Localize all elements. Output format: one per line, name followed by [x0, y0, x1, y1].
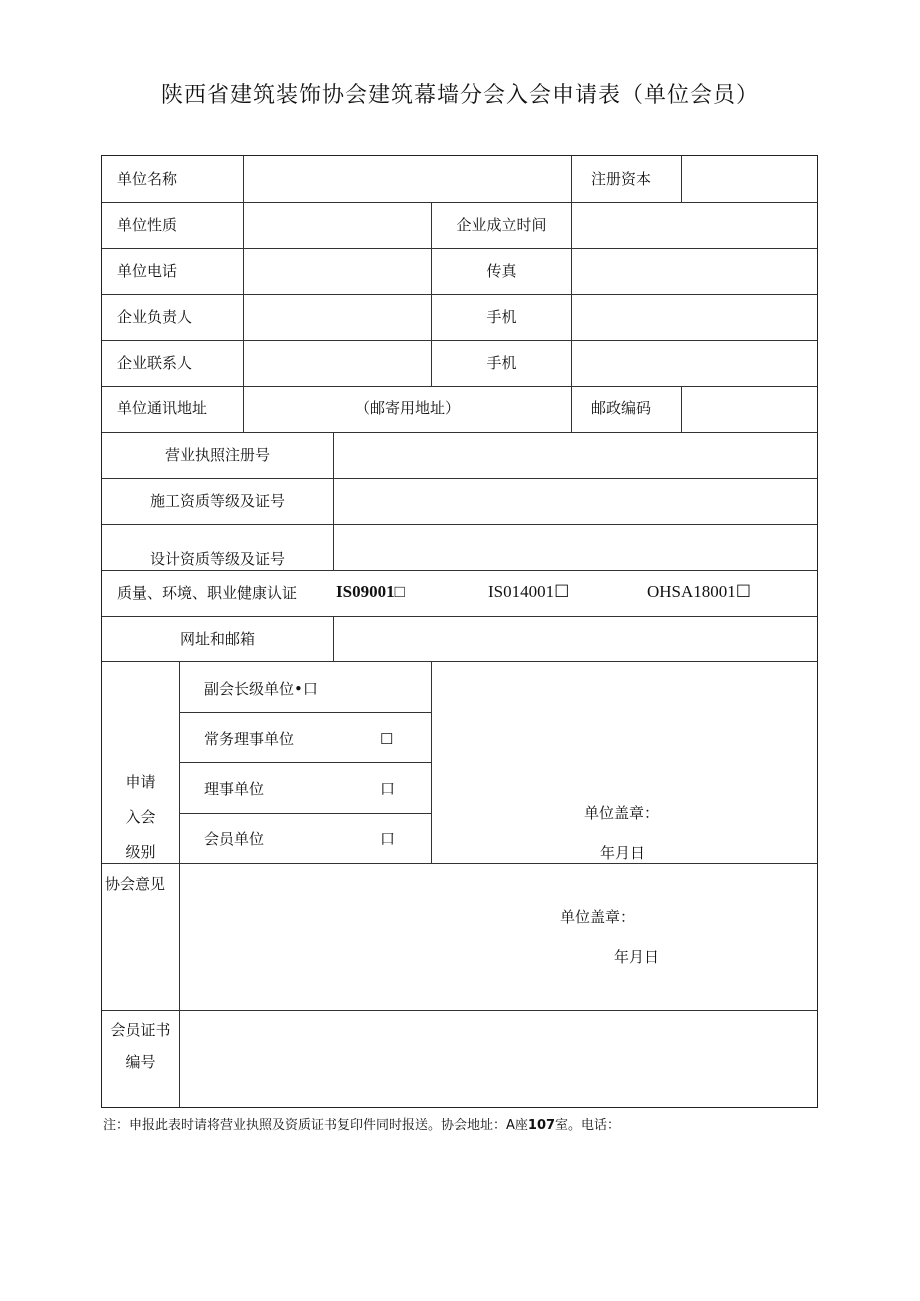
contact-label: 企业联系人	[117, 354, 193, 372]
contact-mobile-field[interactable]	[572, 341, 816, 385]
membership-stamp-label: 单位盖章：	[584, 804, 660, 822]
license-no-field[interactable]	[334, 433, 816, 477]
row-divider	[179, 762, 431, 763]
address-label: 单位通讯地址	[117, 399, 208, 417]
opinion-date-label: 年月日	[614, 948, 660, 966]
unit-nature-field[interactable]	[244, 203, 430, 247]
leader-field[interactable]	[244, 295, 430, 339]
membership-level-label-line3: 级别	[125, 843, 156, 861]
certification-label: 质量、环境、职业健康认证	[117, 584, 298, 602]
certificate-label-line2: 编号	[125, 1053, 156, 1071]
membership-level-label-line1: 申请	[125, 773, 156, 791]
contact-mobile-label: 手机	[486, 354, 517, 372]
construction-qualification-field[interactable]	[334, 479, 816, 523]
website-email-label: 网址和邮箱	[179, 630, 255, 648]
footer-note-prefix: 注：申报此表时请将营业执照及资质证书复印件同时报送。协会地址：A座	[103, 1118, 528, 1133]
design-qualification-label: 设计资质等级及证号	[149, 550, 285, 568]
row-divider	[102, 661, 817, 662]
unit-name-label: 单位名称	[117, 170, 178, 188]
unit-nature-label: 单位性质	[117, 216, 178, 234]
leader-label: 企业负责人	[117, 308, 193, 326]
website-email-field[interactable]	[334, 617, 816, 660]
founding-date-label: 企业成立时间	[456, 216, 547, 234]
option-member-unit: 会员单位	[204, 830, 265, 848]
address-field[interactable]: （邮寄用地址）	[354, 399, 460, 417]
postal-code-label: 邮政编码	[591, 399, 652, 417]
design-qualification-field[interactable]	[334, 525, 816, 569]
unit-phone-field[interactable]	[244, 249, 430, 293]
unit-name-field[interactable]	[244, 157, 570, 201]
leader-mobile-label: 手机	[486, 308, 517, 326]
iso9001-label: IS09001□	[336, 582, 405, 601]
association-opinion-label: 协会意见	[105, 875, 166, 893]
row-divider	[102, 570, 817, 571]
certificate-label-line1: 会员证书	[110, 1021, 171, 1039]
footer-room-number: 107	[527, 1118, 556, 1133]
row-divider	[179, 813, 431, 814]
fax-field[interactable]	[572, 249, 816, 293]
association-opinion-field[interactable]	[180, 864, 816, 1009]
option-executive-director-unit: 常务理事单位	[204, 730, 295, 748]
registered-capital-label: 注册资本	[591, 170, 652, 188]
membership-level-label-line2: 入会	[125, 808, 156, 826]
page-title: 陕西省建筑装饰协会建筑幕墙分会入会申请表（单位会员）	[160, 83, 759, 108]
construction-qualification-label: 施工资质等级及证号	[149, 492, 285, 510]
col-divider	[571, 156, 572, 202]
member-checkbox[interactable]: 口	[380, 830, 396, 848]
iso14001-checkbox[interactable]: IS014001☐	[488, 582, 570, 601]
certificate-number-field[interactable]	[180, 1011, 816, 1107]
director-checkbox[interactable]: 口	[380, 780, 396, 798]
footer-note	[103, 1114, 620, 1133]
unit-phone-label: 单位电话	[117, 262, 178, 280]
option-vice-president-unit[interactable]: 副会长级单位•口	[204, 680, 318, 698]
fax-label: 传真	[486, 262, 517, 280]
founding-date-field[interactable]	[572, 203, 816, 247]
postal-code-field[interactable]	[682, 387, 816, 431]
license-no-label: 营业执照注册号	[164, 446, 270, 464]
contact-field[interactable]	[244, 341, 430, 385]
membership-date-label: 年月日	[600, 844, 646, 862]
col-divider	[431, 661, 432, 863]
executive-director-checkbox[interactable]: ☐	[380, 730, 394, 748]
registered-capital-field[interactable]	[682, 157, 816, 201]
ohsa18001-checkbox[interactable]: OHSA18001☐	[647, 582, 752, 601]
leader-mobile-field[interactable]	[572, 295, 816, 339]
application-form-table	[101, 155, 818, 1108]
iso9001-checkbox[interactable]	[336, 583, 405, 601]
opinion-stamp-label: 单位盖章：	[560, 908, 636, 926]
row-divider	[179, 712, 431, 713]
footer-note-suffix: 室。电话：	[555, 1118, 621, 1133]
option-director-unit: 理事单位	[204, 780, 265, 798]
